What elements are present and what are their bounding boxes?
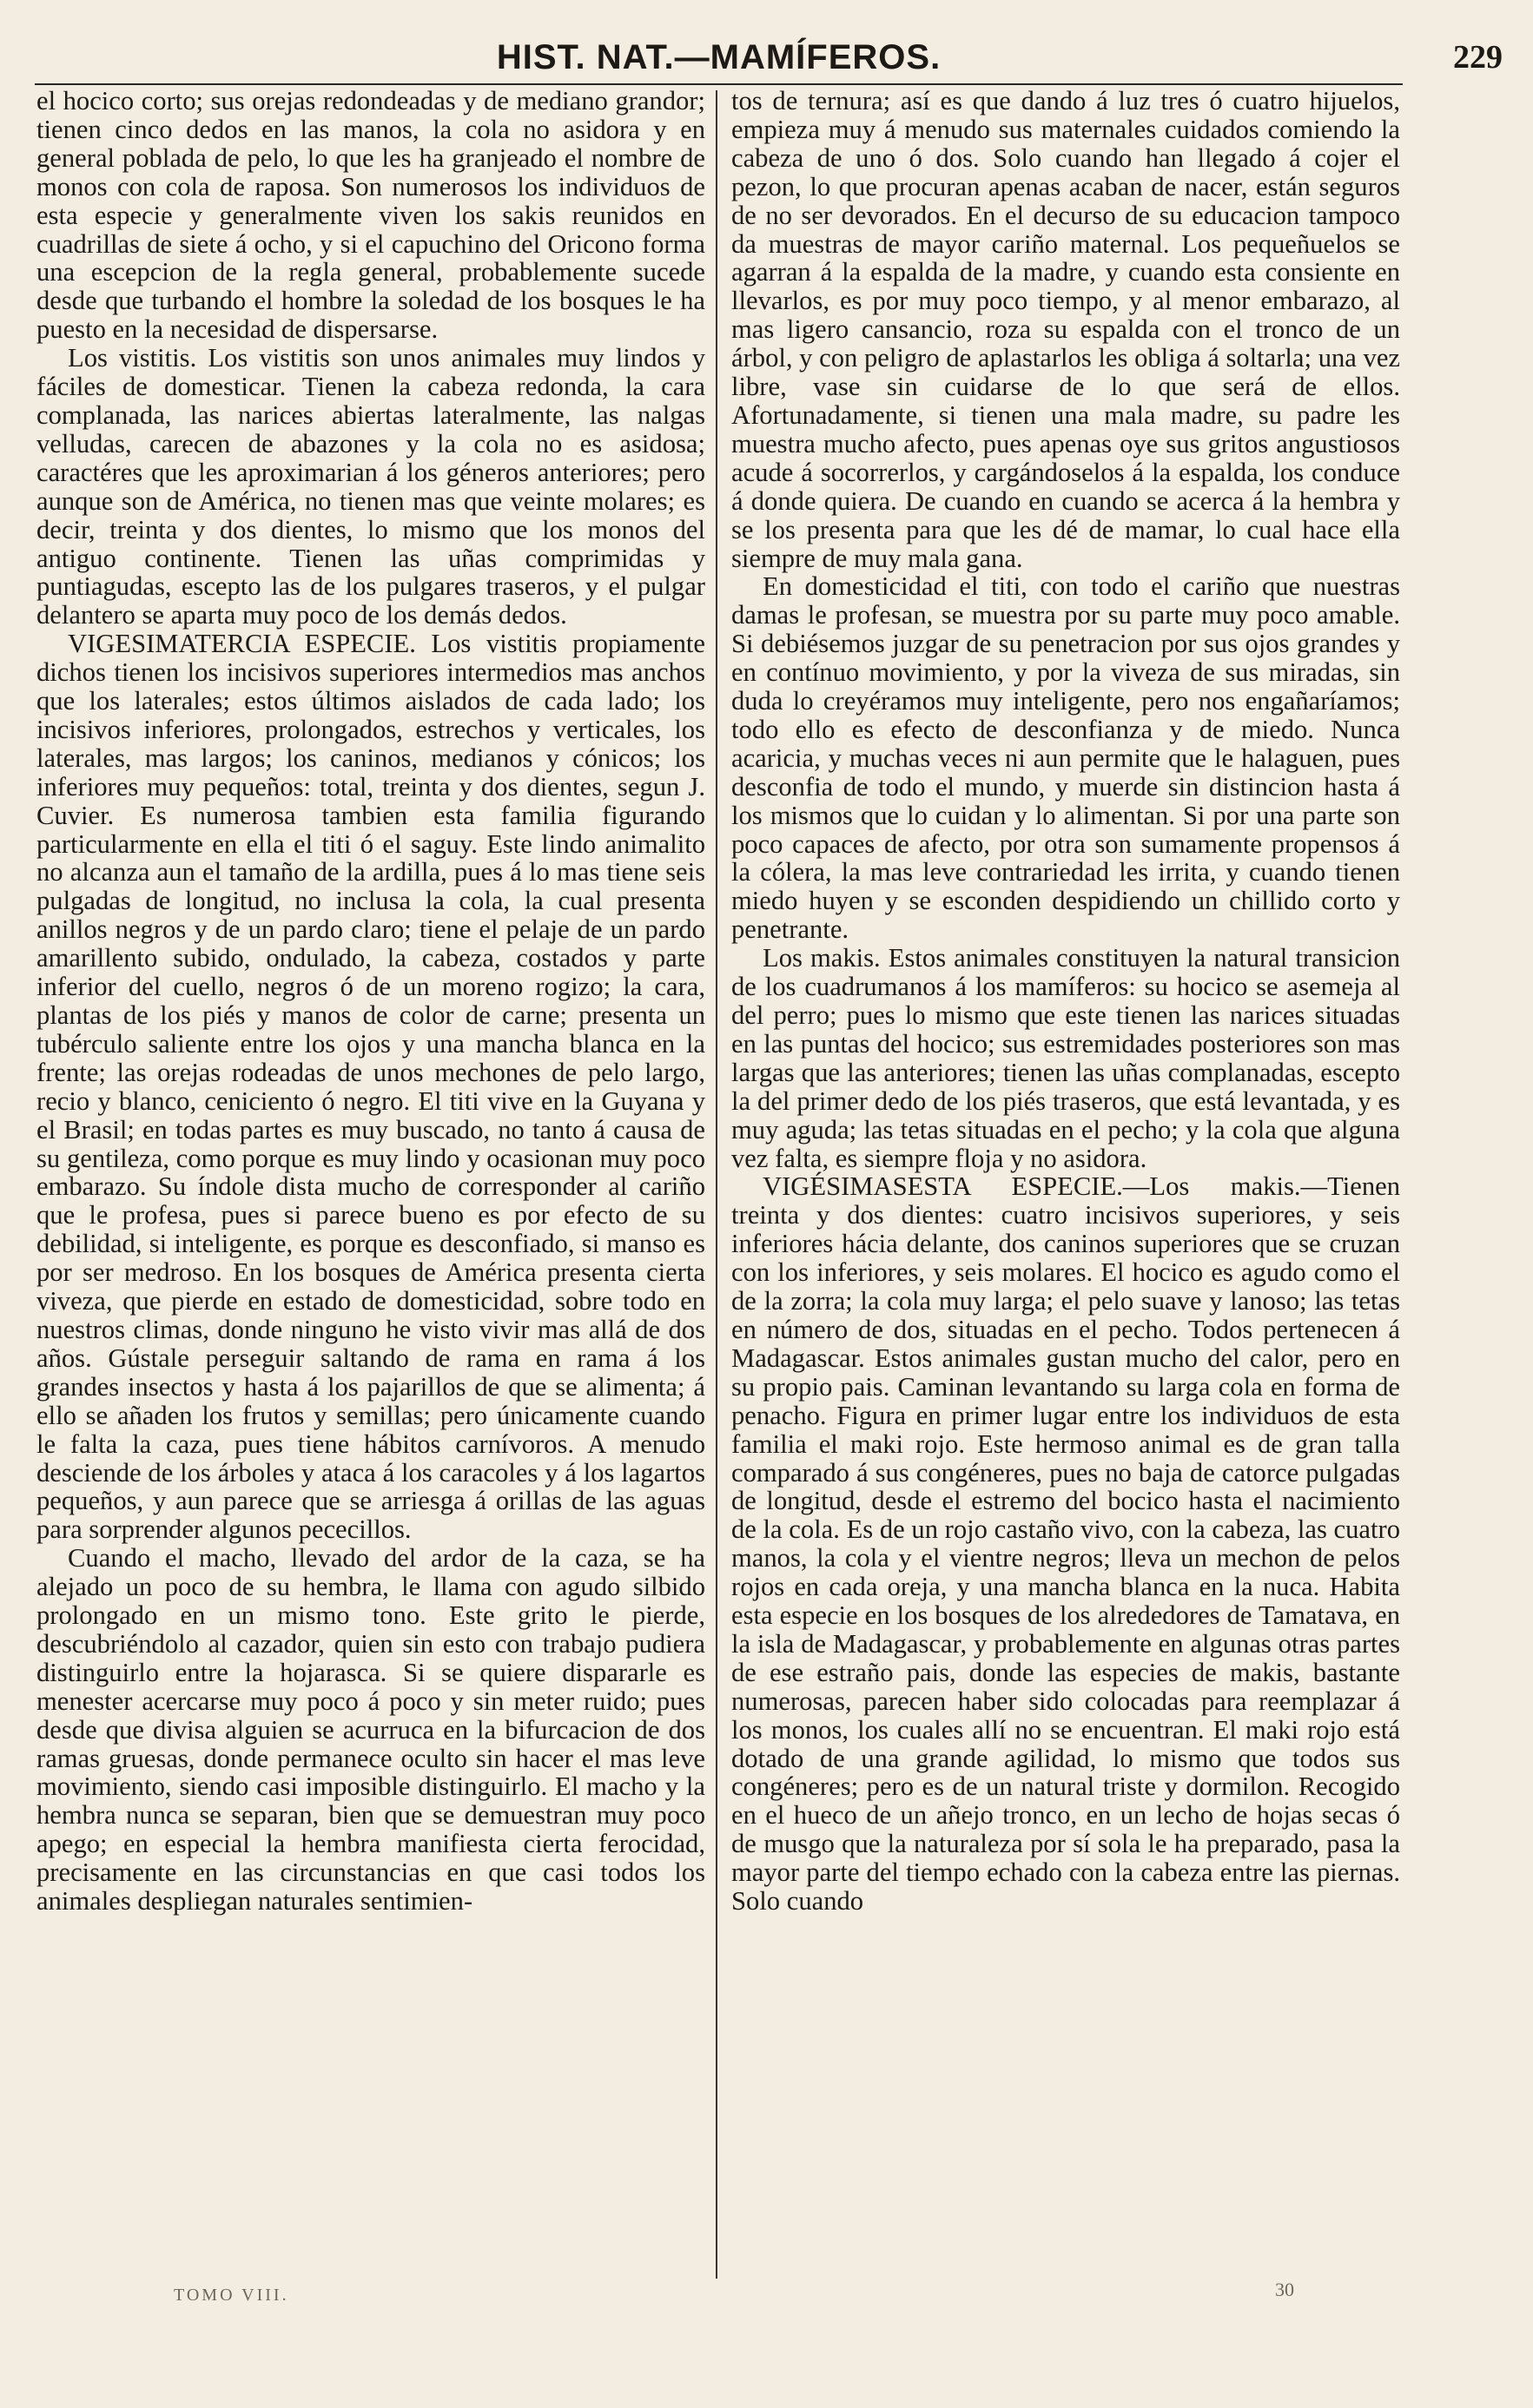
page-number: 229: [1453, 39, 1503, 76]
paragraph: Los makis. Estos animales constituyen la natural transicion de los cuadrumanos á los mamíferos: su hocico se asemeja al del perro; pues lo mismo que este tienen las narices situadas en las puntas del hocico; sus estremidades posteriores son mas largas que las anteriores; tienen las uñas complanadas, escepto la del primer dedo de los piés traseros, que está levantada, y es muy aguda; las tetas situadas en el pecho; y la cola que alguna vez falta, es siempre floja y no asidora.: [731, 943, 1400, 1173]
paragraph: Cuando el macho, llevado del ardor de la caza, se ha alejado un poco de su hembra, le llama con agudo silbido prolongado en un mismo tono. Este grito le pierde, descubriéndolo al cazador, quien sin esto con trabajo pudiera distinguirlo entre la hojarasca. Si se quiere dispararle es menester acercarse muy poco á poco y sin meter ruido; pues desde que divisa alguien se acurruca en la bifurcacion de dos ramas gruesas, donde permanece oculto sin hacer el mas leve movimiento, siendo casi imposible distinguirlo. El macho y la hembra nunca se separan, bien que se demuestran muy poco apego; en especial la hembra manifiesta cierta ferocidad, precisamente en las circunstancias en que casi todos los animales despliegan naturales sentimien-: [36, 1543, 705, 1917]
volume-footer: TOMO VIII.: [174, 2286, 289, 2305]
page-header: [35, 33, 1503, 82]
paragraph: VIGESIMATERCIA ESPECIE. Los vistitis propiamente dichos tienen los incisivos superiores intermedios mas anchos que los laterales; estos últimos aislados de cada lado; los incisivos inferiores, prolongados, estrechos y verticales, los laterales, mas largos; los caninos, medianos y cónicos; los inferiores muy pequeños: total, treinta y dos dientes, segun J. Cuvier. Es numerosa tambien esta familia figurando particularmente en ella el titi ó el saguy. Este lindo animalito no alcanza aun el tamaño de la ardilla, pues á lo mas tiene seis pulgadas de longitud, no inclusa la cola, la cual presenta anillos negros y de un pardo claro; tiene el pelaje de un pardo amarillento subido, ondulado, la cabeza, costados y parte inferior del cuello, negros ó de un moreno rogizo; la cara, plantas de los piés y manos de color de carne; presenta un tubérculo saliente entre los ojos y una mancha blanca en la frente; las orejas rodeadas de unos mechones de pelo largo, recio y blanco, ceniciento ó negro. El titi vive en la Guyana y el Brasil; en todas partes es muy buscado, no tanto á causa de su gentileza, como porque es muy lindo y ocasionan muy poco embarazo. Su índole dista mucho de corresponder al cariño que le profesa, pues si parece bueno es por efecto de su debilidad, si inteligente, es porque es desconfiado, si manso es por ser medroso. En los bosques de América presenta cierta viveza, que pierde en estado de domesticidad, sobre todo en nuestros climas, donde ninguno he visto vivir mas allá de dos años. Gústale perseguir saltando de rama en rama á los grandes insectos y hasta á los pajarillos de que se alimenta; á ello se añaden los frutos y semillas; pero únicamente cuando le falta la caza, pues tiene hábitos carnívoros. A menudo desciende de los árboles y ataca á los caracoles y á los lagartos pequeños, y aun parece que se arriesga á orillas de las aguas para sorprender algunos pececillos.: [36, 629, 705, 1545]
header-rule: [35, 83, 1403, 85]
running-title: HIST. NAT.—MAMÍFEROS.: [496, 38, 942, 76]
paragraph: Los vistitis. Los vistitis son unos animales muy lindos y fáciles de domesticar. Tienen la cabeza redonda, la cara complanada, las narices abiertas lateralmente, las nalgas velludas, carecen de abazones y la cola no es asidosa; caractéres que les aproximarian á los géneros anteriores; pero aunque son de América, no tienen mas que veinte molares; es decir, treinta y dos dientes, lo mismo que los monos del antiguo continente. Tienen las uñas comprimidas y puntiagudas, escepto las de los pulgares traseros, y el pulgar delantero se aparta muy poco de los demás dedos.: [36, 343, 705, 630]
left-column: [36, 87, 705, 2258]
paragraph: VIGÉSIMASESTA ESPECIE.—Los makis.—Tienen treinta y dos dientes: cuatro incisivos superiores, y seis inferiores hácia delante, dos caninos superiores que se cruzan con los inferiores, y seis molares. El hocico es agudo como el de la zorra; la cola muy larga; el pelo suave y lanoso; las tetas en número de dos, situadas en el pecho. Todos pertenecen á Madagascar. Estos animales gustan mucho del calor, pero en su propio pais. Caminan levantando su larga cola en forma de penacho. Figura en primer lugar entre los individuos de esta familia el maki rojo. Este hermoso animal es de gran talla comparado á sus congéneres, pues no baja de catorce pulgadas de longitud, desde el estremo del bocico hasta el nacimiento de la cola. Es de un rojo castaño vivo, con la cabeza, las cuatro manos, la cola y el vientre negros; lleva un mechon de pelos rojos en cada oreja, y una mancha blanca en la nuca. Habita esta especie en los bosques de los alrededores de Tamatava, en la isla de Madagascar, y probablemente en algunas otras partes de ese estraño pais, donde las especies de makis, bastante numerosas, parecen haber sido colocadas para reemplazar á los monos, los cuales allí no se encuentran. El maki rojo está dotado de una grande agilidad, lo mismo que todos sus congéneres; pero es de un natural triste y dormilon. Recogido en el hueco de un añejo tronco, en un lecho de hojas secas ó de musgo que la naturaleza por sí sola le ha preparado, pasa la mayor parte del tiempo echado con la cabeza entre las piernas. Solo cuando: [731, 1171, 1400, 1917]
column-divider: [716, 90, 717, 2279]
signature-mark: 30: [1275, 2279, 1294, 2300]
paragraph: En domesticidad el titi, con todo el cariño que nuestras damas le profesan, se muestra por su parte muy poco amable. Si debiésemos juzgar de su penetracion por sus ojos grandes y en contínuo movimiento, y por la viveza de sus miradas, sin duda lo creyéramos muy inteligente, pero nos engañaríamos; todo ello es efecto de desconfianza y de miedo. Nunca acaricia, y muchas veces ni aun permite que le halaguen, pues desconfia de todo el mundo, y muerde sin distincion hasta á los mismos que lo cuidan y lo alimentan. Si por una parte son poco capaces de afecto, por otra son sumamente propensos á la cólera, la mas leve contrariedad les irrita, y cuando tienen miedo huyen y se esconden despidiendo un chillido corto y penetrante.: [731, 571, 1400, 945]
right-column: [731, 87, 1400, 2258]
paragraph: tos de ternura; así es que dando á luz tres ó cuatro hijuelos, empieza muy á menudo sus maternales cuidados comiendo la cabeza de uno ó dos. Solo cuando han llegado á cojer el pezon, lo que procuran apenas acaban de nacer, están seguros de no ser devorados. En el decurso de su educacion tampoco da muestras de mayor cariño maternal. Los pequeñuelos se agarran á la espalda de la madre, y cuando esta consiente en llevarlos, es por muy poco tiempo, y al menor embarazo, al mas ligero cansancio, roza su espalda con el tronco de un árbol, y con peligro de aplastarlos les obliga á soltarla; una vez libre, vase sin cuidarse de lo que será de ellos. Afortunadamente, si tienen una mala madre, su padre les muestra mucho afecto, pues apenas oye sus gritos angustiosos acude á socorrerlos, y cargándoselos á la espalda, los conduce á donde quiera. De cuando en cuando se acerca á la hembra y se los presenta para que les dé de mamar, lo cual hace ella siempre de muy mala gana.: [731, 87, 1400, 573]
paragraph: el hocico corto; sus orejas redondeadas y de mediano grandor; tienen cinco dedos en las manos, la cola no asidora y en general poblada de pelo, lo que les ha granjeado el nombre de monos con cola de raposa. Son numerosos los individuos de esta especie y generalmente viven los sakis reunidos en cuadrillas de siete á ocho, y si el capuchino del Oricono forma una escepcion de la regla general, probablemente sucede desde que turbando el hombre la soledad de los bosques le ha puesto en la necesidad de dispersarse.: [36, 87, 705, 345]
